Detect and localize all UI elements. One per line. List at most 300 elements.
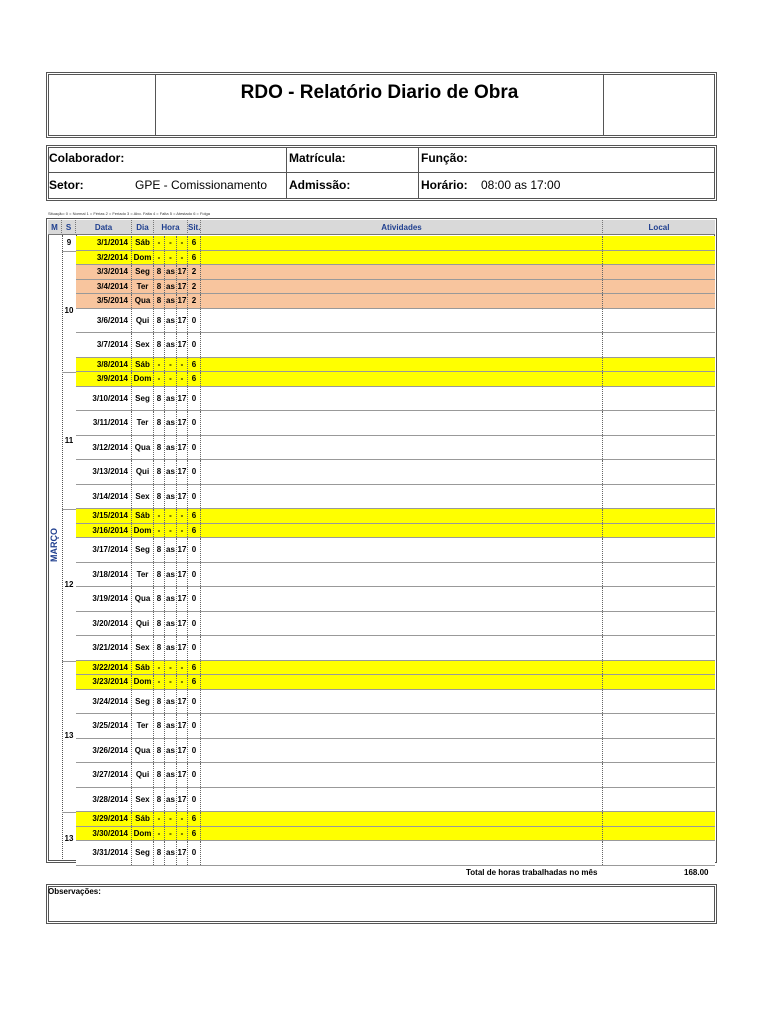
admissao-label: Admissão:	[289, 178, 351, 192]
day-cell: Seg	[132, 841, 154, 865]
hour-sep-cell: -	[165, 661, 177, 675]
date-cell: 3/31/2014	[76, 841, 132, 865]
hour-sep-cell: as	[165, 294, 177, 308]
location-cell[interactable]	[603, 524, 715, 538]
day-cell: Qui	[132, 612, 154, 636]
day-cell: Qui	[132, 763, 154, 787]
location-cell[interactable]	[603, 661, 715, 675]
table-row	[76, 714, 715, 739]
date-cell: 3/15/2014	[76, 509, 132, 523]
matricula-label: Matrícula:	[289, 151, 346, 165]
hour-sep-cell: -	[165, 524, 177, 538]
activities-cell[interactable]	[201, 387, 603, 411]
hour-end-cell: -	[177, 524, 188, 538]
activities-cell[interactable]	[201, 675, 603, 689]
hour-start-cell: 8	[154, 460, 165, 484]
hour-sep-cell: as	[165, 587, 177, 611]
day-cell: Qui	[132, 309, 154, 333]
day-cell: Qui	[132, 460, 154, 484]
table-row	[76, 309, 715, 334]
hour-start-cell: 8	[154, 739, 165, 763]
location-cell[interactable]	[603, 294, 715, 308]
activities-cell[interactable]	[201, 563, 603, 587]
activities-cell[interactable]	[201, 358, 603, 372]
hour-end-cell: -	[177, 812, 188, 826]
activities-cell[interactable]	[201, 812, 603, 826]
hour-start-cell: 8	[154, 333, 165, 357]
situation-cell: 0	[188, 788, 201, 812]
location-cell[interactable]	[603, 739, 715, 763]
info-frame	[46, 145, 717, 201]
hour-sep-cell: as	[165, 538, 177, 562]
date-cell: 3/11/2014	[76, 411, 132, 435]
location-cell[interactable]	[603, 587, 715, 611]
col-header-data: Data	[76, 220, 132, 235]
activities-cell[interactable]	[201, 841, 603, 865]
hour-start-cell: 8	[154, 587, 165, 611]
activities-cell[interactable]	[201, 763, 603, 787]
table-row	[76, 675, 715, 690]
week-divider	[62, 251, 76, 252]
total-hours-label: Total de horas trabalhadas no mês	[466, 868, 598, 877]
day-cell: Dom	[132, 524, 154, 538]
situation-cell: 0	[188, 309, 201, 333]
table-row	[76, 436, 715, 461]
situation-cell: 6	[188, 661, 201, 675]
hour-sep-cell: as	[165, 763, 177, 787]
day-cell: Seg	[132, 387, 154, 411]
col-header-m: M	[48, 220, 62, 235]
activities-cell[interactable]	[201, 739, 603, 763]
hour-sep-cell: -	[165, 236, 177, 250]
hour-start-cell: 8	[154, 538, 165, 562]
table-row	[76, 538, 715, 563]
hour-start-cell: 8	[154, 763, 165, 787]
table-row	[76, 485, 715, 510]
date-cell: 3/27/2014	[76, 763, 132, 787]
date-cell: 3/17/2014	[76, 538, 132, 562]
day-cell: Sáb	[132, 358, 154, 372]
hour-start-cell: -	[154, 509, 165, 523]
date-cell: 3/8/2014	[76, 358, 132, 372]
hour-start-cell: -	[154, 675, 165, 689]
table-row	[76, 612, 715, 637]
location-cell[interactable]	[603, 612, 715, 636]
hour-start-cell: -	[154, 358, 165, 372]
activities-cell[interactable]	[201, 280, 603, 294]
situation-cell: 0	[188, 436, 201, 460]
location-cell[interactable]	[603, 460, 715, 484]
day-cell: Qua	[132, 294, 154, 308]
hour-start-cell: 8	[154, 636, 165, 660]
date-cell: 3/7/2014	[76, 333, 132, 357]
date-cell: 3/13/2014	[76, 460, 132, 484]
hour-start-cell: -	[154, 251, 165, 265]
hour-end-cell: -	[177, 236, 188, 250]
week-number: 9	[66, 238, 72, 248]
col-header-s: S	[62, 220, 76, 235]
hour-end-cell: 17	[177, 460, 188, 484]
date-cell: 3/18/2014	[76, 563, 132, 587]
hour-end-cell: -	[177, 827, 188, 841]
date-cell: 3/19/2014	[76, 587, 132, 611]
situation-cell: 0	[188, 739, 201, 763]
hour-end-cell: 17	[177, 485, 188, 509]
table-row	[76, 333, 715, 358]
situation-cell: 0	[188, 587, 201, 611]
hour-sep-cell: as	[165, 612, 177, 636]
col-header-atividades: Atividades	[201, 220, 603, 235]
hour-end-cell: 17	[177, 739, 188, 763]
situation-cell: 6	[188, 812, 201, 826]
col-header-local: Local	[603, 220, 715, 235]
date-cell: 3/26/2014	[76, 739, 132, 763]
table-row	[76, 841, 715, 866]
hour-end-cell: -	[177, 509, 188, 523]
hour-start-cell: 8	[154, 280, 165, 294]
hour-start-cell: 8	[154, 309, 165, 333]
hour-sep-cell: as	[165, 485, 177, 509]
situation-cell: 6	[188, 675, 201, 689]
day-cell: Ter	[132, 714, 154, 738]
hour-start-cell: -	[154, 661, 165, 675]
day-cell: Qua	[132, 436, 154, 460]
day-cell: Qua	[132, 739, 154, 763]
hour-start-cell: 8	[154, 841, 165, 865]
activities-cell[interactable]	[201, 524, 603, 538]
table-row	[76, 739, 715, 764]
week-number: 11	[64, 435, 74, 445]
situation-cell: 6	[188, 251, 201, 265]
situation-cell: 0	[188, 714, 201, 738]
location-cell[interactable]	[603, 636, 715, 660]
hour-start-cell: 8	[154, 294, 165, 308]
date-cell: 3/30/2014	[76, 827, 132, 841]
page-title: RDO - Relatório Diario de Obra	[240, 82, 519, 103]
table-row	[76, 812, 715, 827]
table-row	[76, 265, 715, 280]
location-cell[interactable]	[603, 563, 715, 587]
location-cell[interactable]	[603, 236, 715, 250]
hour-end-cell: 17	[177, 841, 188, 865]
hour-sep-cell: as	[165, 280, 177, 294]
situation-cell: 0	[188, 612, 201, 636]
setor-label: Setor:	[49, 178, 84, 192]
info-divider-1	[286, 147, 287, 199]
hour-start-cell: 8	[154, 265, 165, 279]
hour-end-cell: 17	[177, 387, 188, 411]
hour-start-cell: -	[154, 372, 165, 386]
situation-cell: 2	[188, 280, 201, 294]
hour-sep-cell: as	[165, 387, 177, 411]
week-number: 13	[64, 731, 74, 741]
total-hours-value: 168.00	[684, 868, 709, 877]
day-cell: Qua	[132, 587, 154, 611]
table-row	[76, 411, 715, 436]
table-row	[76, 661, 715, 676]
activities-cell[interactable]	[201, 436, 603, 460]
hour-end-cell: 17	[177, 636, 188, 660]
date-cell: 3/16/2014	[76, 524, 132, 538]
funcao-label: Função:	[421, 151, 468, 165]
col-header-sit: Sit.	[188, 220, 201, 235]
table-row	[76, 788, 715, 813]
hour-end-cell: 17	[177, 265, 188, 279]
date-cell: 3/6/2014	[76, 309, 132, 333]
hour-sep-cell: -	[165, 358, 177, 372]
info-row-divider	[48, 172, 715, 173]
day-cell: Sex	[132, 485, 154, 509]
date-cell: 3/29/2014	[76, 812, 132, 826]
hour-start-cell: 8	[154, 485, 165, 509]
horario-label: Horário:	[421, 178, 468, 192]
hour-end-cell: -	[177, 372, 188, 386]
day-cell: Seg	[132, 538, 154, 562]
table-row	[76, 509, 715, 524]
hour-start-cell: 8	[154, 387, 165, 411]
situation-cell: 6	[188, 236, 201, 250]
date-cell: 3/3/2014	[76, 265, 132, 279]
title-divider-right	[603, 74, 604, 136]
date-cell: 3/2/2014	[76, 251, 132, 265]
activities-cell[interactable]	[201, 612, 603, 636]
situation-cell: 0	[188, 690, 201, 714]
activities-cell[interactable]	[201, 460, 603, 484]
week-divider	[62, 509, 76, 510]
activities-cell[interactable]	[201, 827, 603, 841]
table-row	[76, 563, 715, 588]
hour-end-cell: -	[177, 675, 188, 689]
table-row	[76, 587, 715, 612]
hour-end-cell: 17	[177, 333, 188, 357]
hour-end-cell: 17	[177, 763, 188, 787]
table-row	[76, 460, 715, 485]
day-cell: Seg	[132, 690, 154, 714]
hour-sep-cell: as	[165, 411, 177, 435]
situation-cell: 0	[188, 460, 201, 484]
activities-cell[interactable]	[201, 538, 603, 562]
location-cell[interactable]	[603, 309, 715, 333]
date-cell: 3/1/2014	[76, 236, 132, 250]
activities-cell[interactable]	[201, 411, 603, 435]
location-cell[interactable]	[603, 372, 715, 386]
location-cell[interactable]	[603, 387, 715, 411]
activities-cell[interactable]	[201, 788, 603, 812]
day-cell: Ter	[132, 280, 154, 294]
activities-cell[interactable]	[201, 714, 603, 738]
hour-sep-cell: as	[165, 636, 177, 660]
month-col-line	[62, 235, 63, 861]
situation-cell: 6	[188, 372, 201, 386]
day-cell: Sáb	[132, 812, 154, 826]
day-cell: Ter	[132, 411, 154, 435]
date-cell: 3/20/2014	[76, 612, 132, 636]
hour-sep-cell: as	[165, 690, 177, 714]
hour-sep-cell: -	[165, 675, 177, 689]
week-divider	[62, 372, 76, 373]
day-cell: Ter	[132, 563, 154, 587]
activities-cell[interactable]	[201, 509, 603, 523]
table-row	[76, 372, 715, 387]
hour-end-cell: 17	[177, 612, 188, 636]
hour-start-cell: -	[154, 812, 165, 826]
hour-end-cell: 17	[177, 563, 188, 587]
situation-cell: 2	[188, 294, 201, 308]
hour-sep-cell: as	[165, 739, 177, 763]
hour-sep-cell: as	[165, 563, 177, 587]
location-cell[interactable]	[603, 411, 715, 435]
hour-start-cell: 8	[154, 612, 165, 636]
situation-cell: 0	[188, 411, 201, 435]
activities-cell[interactable]	[201, 587, 603, 611]
location-cell[interactable]	[603, 280, 715, 294]
hour-end-cell: -	[177, 661, 188, 675]
activities-cell[interactable]	[201, 690, 603, 714]
hour-start-cell: -	[154, 236, 165, 250]
activities-cell[interactable]	[201, 294, 603, 308]
hour-sep-cell: as	[165, 788, 177, 812]
location-cell[interactable]	[603, 675, 715, 689]
date-cell: 3/5/2014	[76, 294, 132, 308]
table-row	[76, 280, 715, 295]
hour-sep-cell: as	[165, 333, 177, 357]
week-number: 13	[64, 833, 74, 843]
activities-cell[interactable]	[201, 265, 603, 279]
activities-cell[interactable]	[201, 309, 603, 333]
horario-value: 08:00 as 17:00	[481, 178, 561, 192]
situation-cell: 0	[188, 763, 201, 787]
setor-value: GPE - Comissionamento	[135, 178, 268, 192]
situation-cell: 6	[188, 524, 201, 538]
date-cell: 3/12/2014	[76, 436, 132, 460]
date-cell: 3/14/2014	[76, 485, 132, 509]
date-cell: 3/9/2014	[76, 372, 132, 386]
day-cell: Sáb	[132, 661, 154, 675]
month-label: MARÇO	[49, 528, 59, 562]
location-cell[interactable]	[603, 690, 715, 714]
hour-sep-cell: as	[165, 714, 177, 738]
hour-end-cell: 17	[177, 411, 188, 435]
situation-cell: 6	[188, 827, 201, 841]
activities-cell[interactable]	[201, 236, 603, 250]
day-cell: Dom	[132, 675, 154, 689]
activities-cell[interactable]	[201, 636, 603, 660]
day-cell: Dom	[132, 827, 154, 841]
day-cell: Dom	[132, 372, 154, 386]
situation-cell: 2	[188, 265, 201, 279]
hour-sep-cell: as	[165, 436, 177, 460]
hour-sep-cell: -	[165, 812, 177, 826]
date-cell: 3/4/2014	[76, 280, 132, 294]
date-cell: 3/23/2014	[76, 675, 132, 689]
week-divider	[62, 661, 76, 662]
day-cell: Sex	[132, 788, 154, 812]
location-cell[interactable]	[603, 265, 715, 279]
hour-end-cell: 17	[177, 309, 188, 333]
info-divider-2	[418, 147, 419, 199]
table-row	[76, 294, 715, 309]
hour-end-cell: 17	[177, 436, 188, 460]
col-header-hora: Hora	[154, 220, 188, 235]
day-cell: Sex	[132, 333, 154, 357]
location-cell[interactable]	[603, 827, 715, 841]
hour-end-cell: -	[177, 251, 188, 265]
observations-frame	[46, 884, 717, 924]
week-divider	[62, 812, 76, 813]
hour-sep-cell: as	[165, 460, 177, 484]
week-number: 10	[64, 306, 74, 316]
hour-start-cell: -	[154, 827, 165, 841]
situation-cell: 0	[188, 485, 201, 509]
location-cell[interactable]	[603, 251, 715, 265]
observations-label: Observações:	[48, 887, 101, 896]
situation-cell: 0	[188, 333, 201, 357]
activities-cell[interactable]	[201, 333, 603, 357]
hour-sep-cell: -	[165, 372, 177, 386]
day-cell: Sex	[132, 636, 154, 660]
hour-end-cell: 17	[177, 294, 188, 308]
table-row	[76, 524, 715, 539]
hour-end-cell: 17	[177, 280, 188, 294]
hour-end-cell: 17	[177, 714, 188, 738]
hour-sep-cell: as	[165, 309, 177, 333]
week-number: 12	[64, 579, 74, 589]
hour-start-cell: 8	[154, 788, 165, 812]
hour-sep-cell: as	[165, 841, 177, 865]
location-cell[interactable]	[603, 509, 715, 523]
situation-cell: 6	[188, 509, 201, 523]
location-cell[interactable]	[603, 358, 715, 372]
date-cell: 3/22/2014	[76, 661, 132, 675]
table-row	[76, 763, 715, 788]
activities-cell[interactable]	[201, 251, 603, 265]
hour-start-cell: 8	[154, 563, 165, 587]
hour-start-cell: 8	[154, 690, 165, 714]
date-cell: 3/28/2014	[76, 788, 132, 812]
situation-cell: 0	[188, 636, 201, 660]
hour-sep-cell: -	[165, 827, 177, 841]
hour-sep-cell: as	[165, 265, 177, 279]
location-cell[interactable]	[603, 538, 715, 562]
activities-cell[interactable]	[201, 661, 603, 675]
activities-cell[interactable]	[201, 485, 603, 509]
location-cell[interactable]	[603, 763, 715, 787]
hour-sep-cell: -	[165, 509, 177, 523]
table-row	[76, 358, 715, 373]
date-cell: 3/10/2014	[76, 387, 132, 411]
location-cell[interactable]	[603, 485, 715, 509]
date-cell: 3/24/2014	[76, 690, 132, 714]
location-cell[interactable]	[603, 714, 715, 738]
activities-cell[interactable]	[201, 372, 603, 386]
table-row	[76, 236, 715, 251]
day-cell: Seg	[132, 265, 154, 279]
situation-cell: 0	[188, 387, 201, 411]
location-cell[interactable]	[603, 812, 715, 826]
hour-start-cell: 8	[154, 714, 165, 738]
table-row	[76, 827, 715, 842]
location-cell[interactable]	[603, 841, 715, 865]
hour-end-cell: 17	[177, 690, 188, 714]
hour-end-cell: 17	[177, 538, 188, 562]
location-cell[interactable]	[603, 333, 715, 357]
hour-start-cell: -	[154, 524, 165, 538]
location-cell[interactable]	[603, 788, 715, 812]
day-cell: Sáb	[132, 509, 154, 523]
hour-start-cell: 8	[154, 411, 165, 435]
situation-cell: 6	[188, 358, 201, 372]
location-cell[interactable]	[603, 436, 715, 460]
